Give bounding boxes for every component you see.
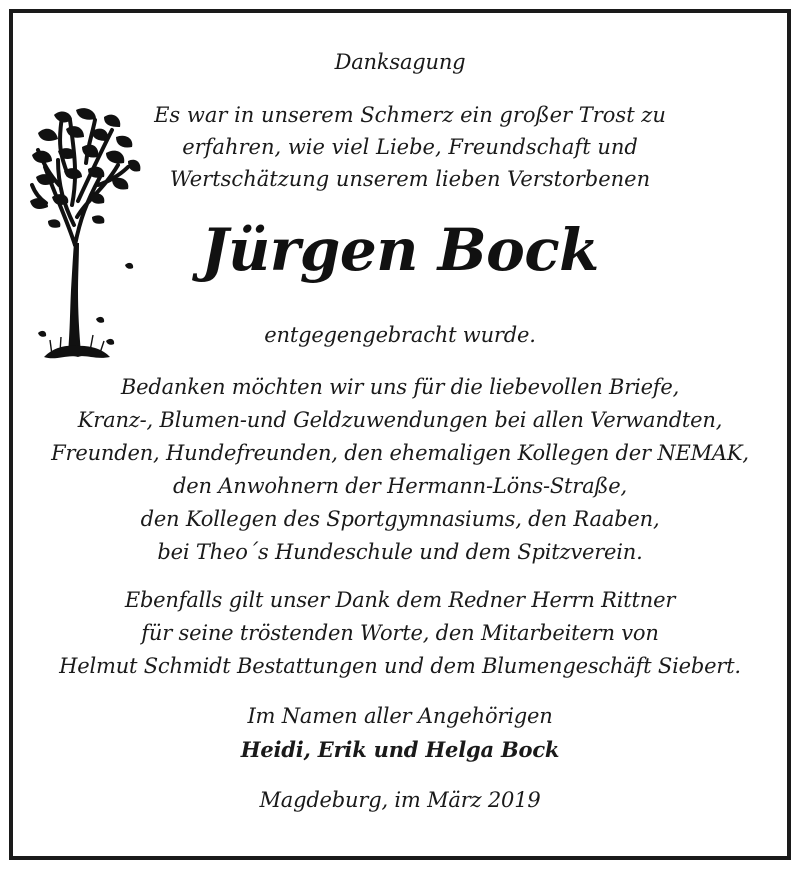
thanks-line-1: Bedanken möchten wir uns für die liebevollen Briefe,: [120, 375, 680, 399]
intro-line-2: erfahren, wie viel Liebe, Freundschaft und: [182, 135, 638, 159]
second-line-1: Ebenfalls gilt unser Dank dem Redner Herrn Rittner: [124, 588, 676, 612]
place-date: Magdeburg, im März 2019: [259, 788, 541, 812]
thanks-line-4: den Anwohnern der Hermann-Löns-Straße,: [173, 474, 627, 498]
second-line-2: für seine tröstenden Worte, den Mitarbeitern von: [141, 621, 659, 645]
thanks-line-6: bei Theo´s Hundeschule und dem Spitzverein.: [157, 540, 643, 564]
after-name-line: entgegengebracht wurde.: [264, 323, 536, 347]
intro-line-3: Wertschätzung unserem lieben Verstorbenen: [169, 167, 651, 191]
deceased-name: Jürgen Bock: [201, 216, 599, 284]
notice-heading: Danksagung: [334, 50, 466, 74]
signature-names: Heidi, Erik und Helga Bock: [240, 737, 560, 762]
tree-icon: [30, 105, 145, 365]
thanks-line-5: den Kollegen des Sportgymnasiums, den Raaben,: [140, 507, 660, 531]
intro-line-1: Es war in unserem Schmerz ein großer Trost zu: [154, 103, 666, 127]
thanks-line-3: Freunden, Hundefreunden, den ehemaligen Kollegen der NEMAK,: [51, 441, 749, 465]
signature-intro: Im Namen aller Angehörigen: [247, 704, 553, 728]
thanks-line-2: Kranz-, Blumen-und Geldzuwendungen bei allen Verwandten,: [77, 408, 723, 432]
second-line-3: Helmut Schmidt Bestattungen und dem Blumengeschäft Siebert.: [59, 654, 741, 678]
